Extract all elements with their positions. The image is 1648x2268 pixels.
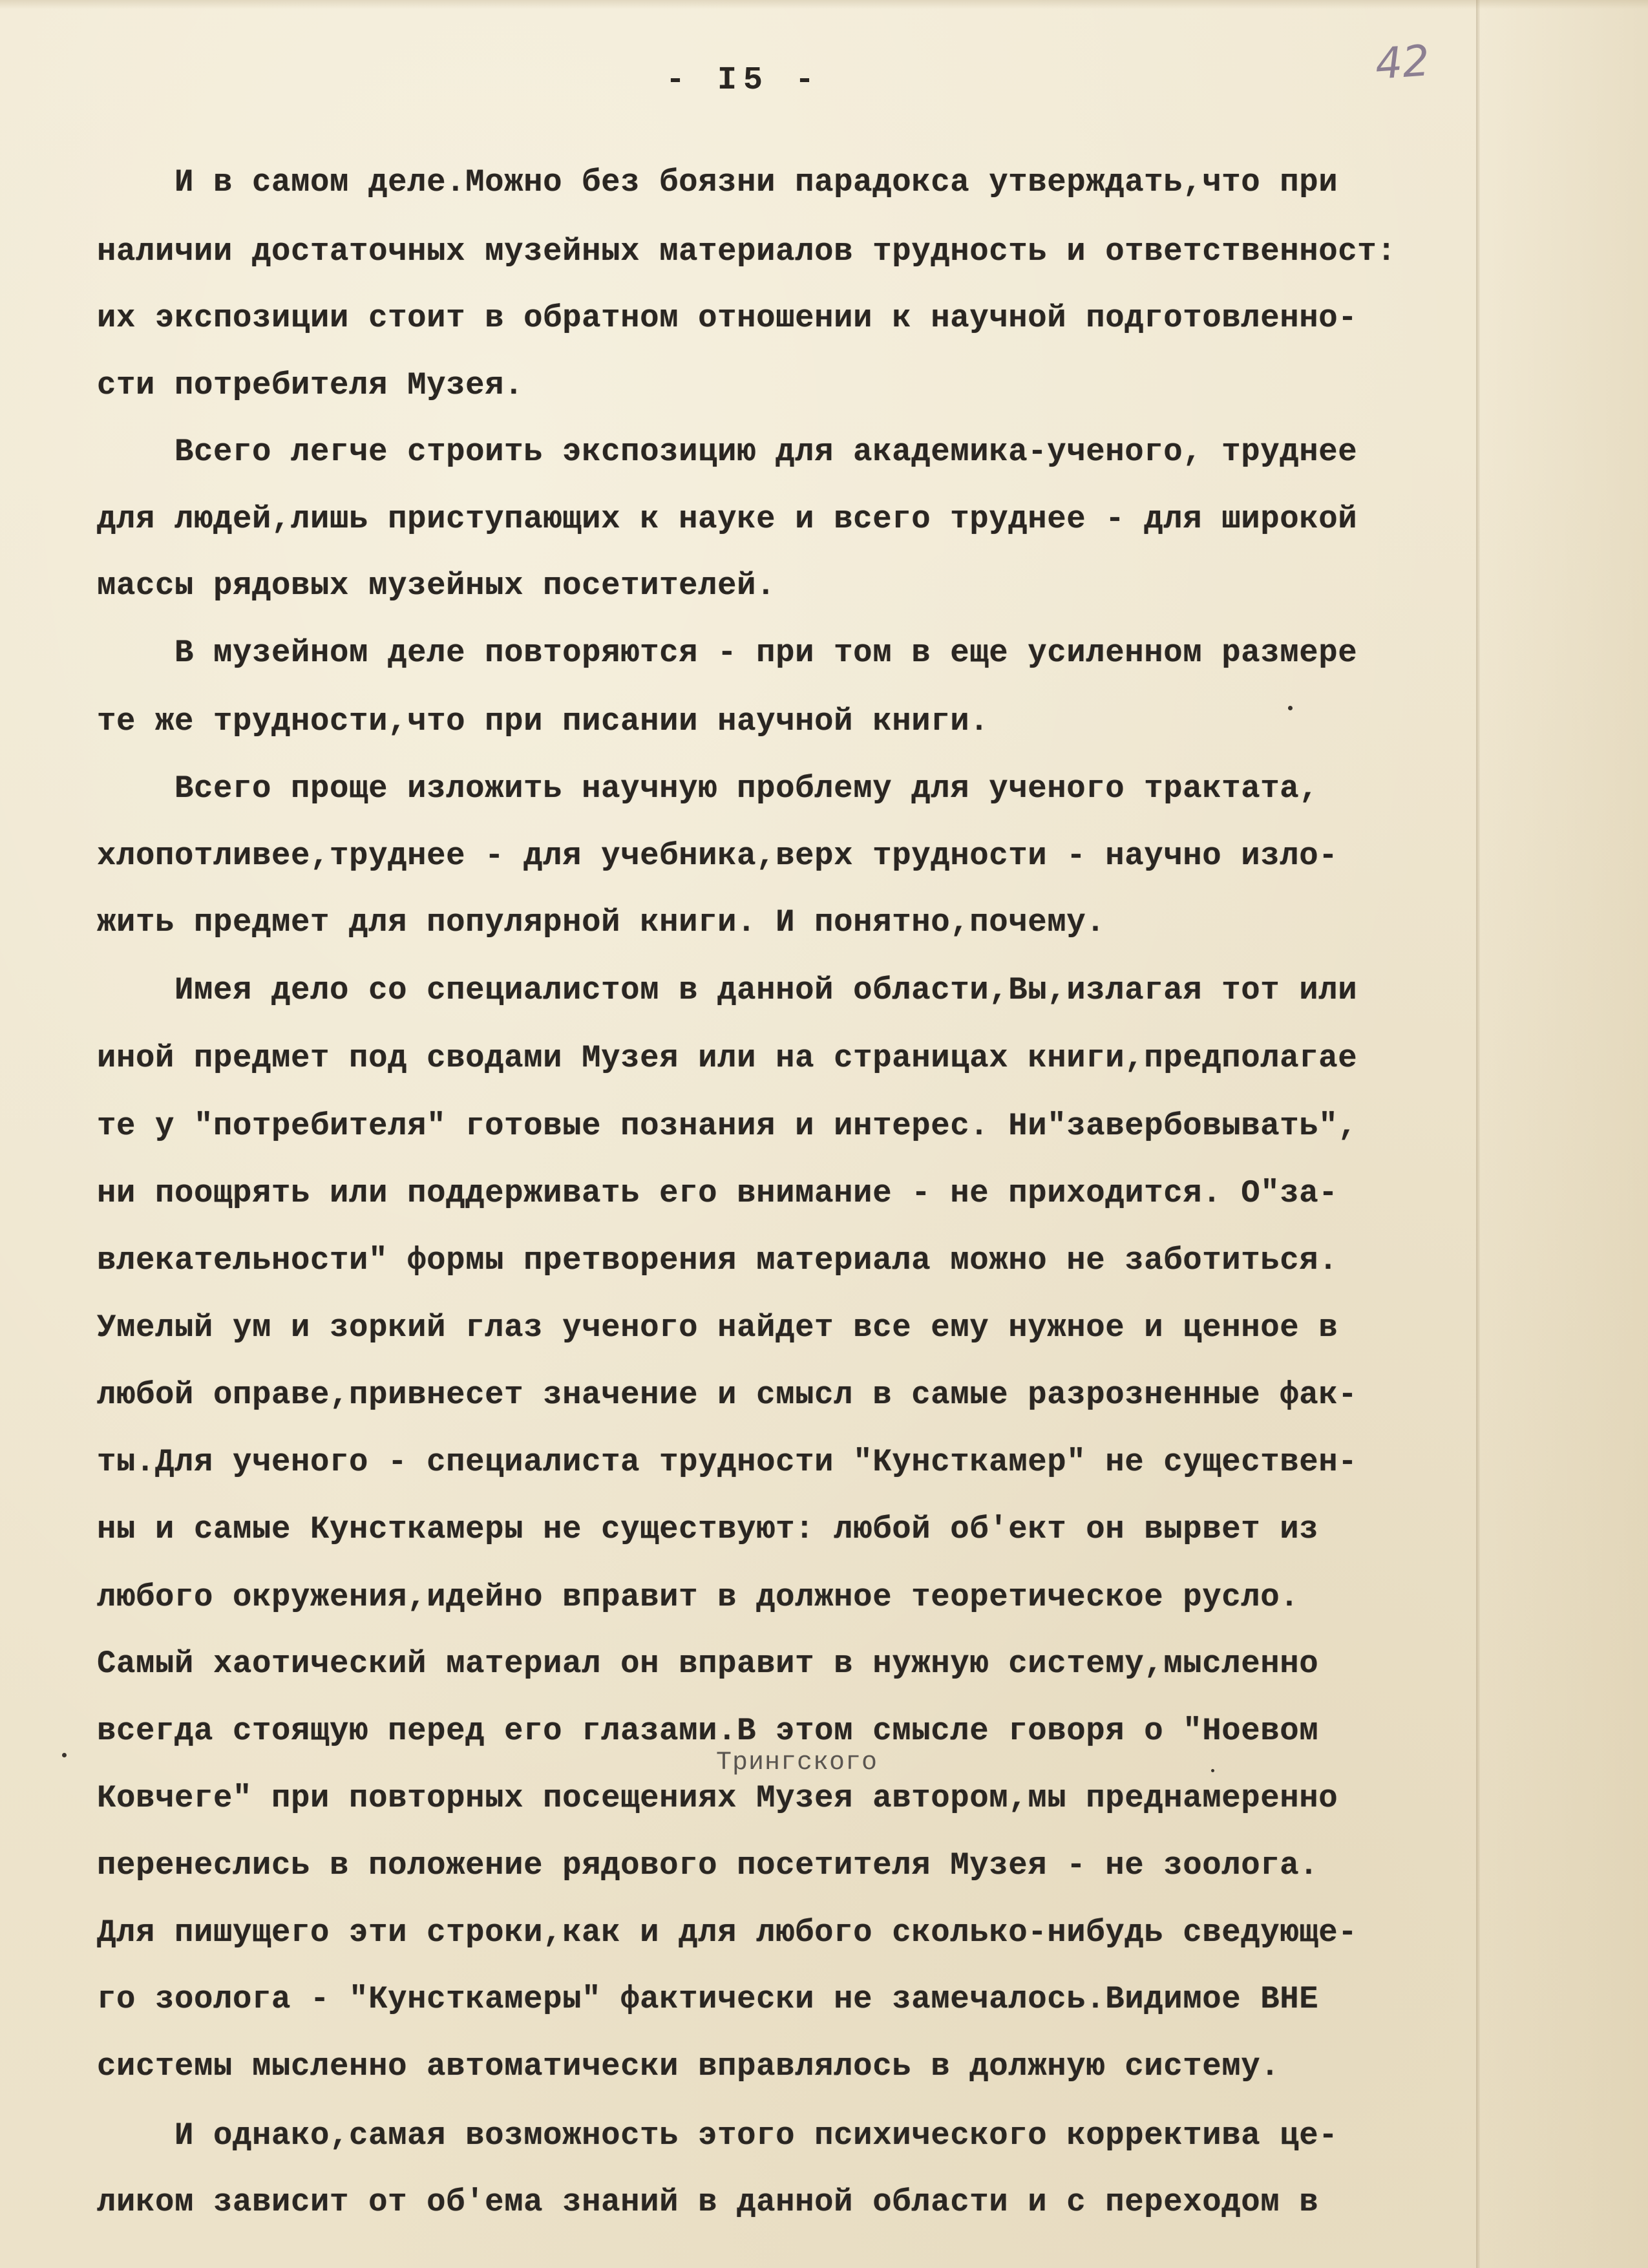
interlinear-typed-insert: Трингского <box>716 1748 878 1777</box>
text-line: влекательности" формы претворения материала можно не заботиться. <box>97 1242 1338 1278</box>
text-line: системы мысленно автоматически вправлялось в должную систему. <box>97 2048 1280 2084</box>
text-line: И в самом деле.Можно без боязни парадокса утверждать,что при <box>97 164 1338 200</box>
paper-right-shading <box>1480 0 1648 2268</box>
text-line: В музейном деле повторяются - при том в еще усиленном размере <box>97 635 1358 671</box>
page-number: - I5 - <box>665 62 821 99</box>
text-line: любого окружения,идейно вправит в должное теоретическое русло. <box>97 1579 1300 1615</box>
text-line: любой оправе,привнесет значение и смысл в самые разрозненные фак- <box>97 1377 1358 1413</box>
text-line: ты.Для ученого - специалиста трудности "Кунсткамер" не существен- <box>97 1444 1358 1480</box>
text-line: Всего проще изложить научную проблему для ученого трактата, <box>97 770 1319 807</box>
paper-top-shadow <box>0 0 1648 9</box>
archive-sheet-number: 42 <box>1373 36 1431 89</box>
text-line: хлопотливее,труднее - для учебника,верх трудности - научно изло- <box>97 838 1338 874</box>
text-line: И однако,самая возможность этого психического корректива це- <box>97 2117 1338 2154</box>
text-line: Умелый ум и зоркий глаз ученого найдет все ему нужное и ценное в <box>97 1309 1338 1346</box>
text-line: перенеслись в положение рядового посетителя Музея - не зоолога. <box>97 1847 1319 1883</box>
text-line: го зоолога - "Кунсткамеры" фактически не замечалось.Видимое ВНЕ <box>97 1981 1319 2017</box>
ink-speck <box>1288 706 1293 710</box>
text-line: ликом зависит от об'ема знаний в данной области и с переходом в <box>97 2184 1319 2220</box>
text-line: сти потребителя Музея. <box>97 367 524 403</box>
text-line: для людей,лишь приступающих к науке и всего труднее - для широкой <box>97 501 1358 537</box>
text-line: Самый хаотический материал он вправит в нужную систему,мысленно <box>97 1646 1319 1682</box>
text-line: всегда стоящую перед его глазами.В этом смысле говоря о "Ноевом <box>97 1713 1319 1749</box>
ink-speck <box>62 1753 67 1757</box>
text-line: их экспозиции стоит в обратном отношении к научной подготовленно- <box>97 300 1358 336</box>
text-line: Ковчеге" при повторных посещениях Музея автором,мы преднамеренно <box>97 1780 1338 1816</box>
ink-speck <box>1211 1769 1214 1772</box>
text-line: те у "потребителя" готовые познания и интерес. Ни"завербовывать", <box>97 1108 1358 1144</box>
text-line: ны и самые Кунсткамеры не существуют: любой об'ект он вырвет из <box>97 1511 1319 1547</box>
text-line: жить предмет для популярной книги. И понятно,почему. <box>97 904 1106 940</box>
text-line: иной предмет под сводами Музея или на страницах книги,предполагае <box>97 1040 1358 1076</box>
text-line: Для пишущего эти строки,как и для любого сколько-нибудь сведующе- <box>97 1914 1358 1951</box>
text-line: ни поощрять или поддерживать его внимание - не приходится. О"за- <box>97 1175 1338 1211</box>
text-line: те же трудности,что при писании научной книги. <box>97 703 989 739</box>
text-line: Имея дело со специалистом в данной области,Вы,излагая тот или <box>97 972 1358 1008</box>
text-line: Всего легче строить экспозицию для академика-ученого, труднее <box>97 434 1358 470</box>
paper-crease <box>1476 0 1480 2268</box>
text-line: наличии достаточных музейных материалов трудность и ответственност: <box>97 233 1397 270</box>
text-line: массы рядовых музейных посетителей. <box>97 567 776 604</box>
